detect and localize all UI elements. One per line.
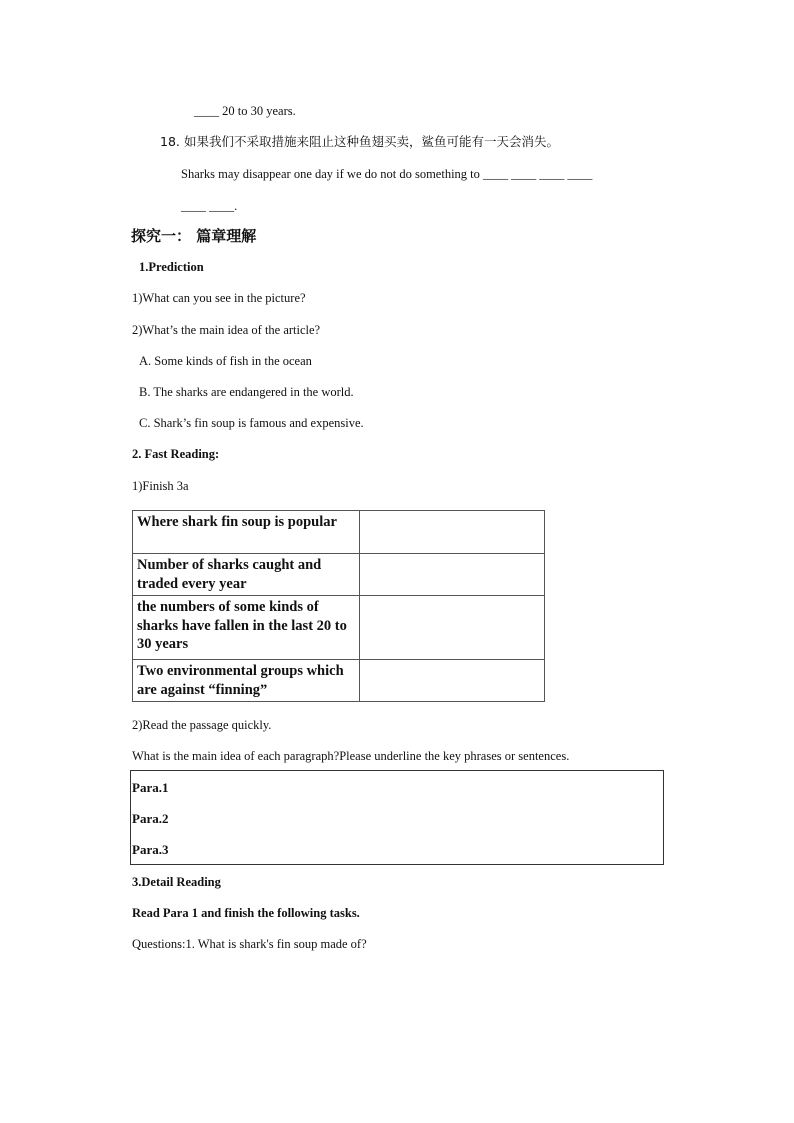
detail-reading-title: 3.Detail Reading (132, 875, 221, 889)
prediction-title: 1.Prediction (139, 260, 204, 274)
table-answer-cell[interactable] (360, 554, 545, 596)
table-row (133, 660, 545, 702)
paragraph-ideas-box (130, 770, 664, 865)
facts-table (132, 510, 545, 702)
table-answer-cell[interactable] (360, 511, 545, 554)
q18-english-line2: ____ ____. (181, 199, 238, 213)
q17-tail: ____ 20 to 30 years. (194, 104, 296, 118)
table-label-cell: Two environmental groups which are against “finning” (133, 660, 360, 702)
fast-reading-title: 2. Fast Reading: (132, 447, 220, 461)
prediction-question-1: 1)What can you see in the picture? (132, 291, 306, 305)
detail-question-1: Questions:1. What is shark's fin soup made of? (132, 937, 367, 951)
table-answer-cell[interactable] (360, 596, 545, 660)
table-row (133, 554, 545, 596)
section-title: 探究一： 篇章理解 (131, 227, 257, 245)
option-c: C. Shark’s fin soup is famous and expensive. (139, 416, 364, 430)
para-2-label: Para.2 (132, 811, 169, 826)
q18-number: 18. (160, 134, 180, 149)
fast-reading-instruction: What is the main idea of each paragraph?Please underline the key phrases or sentences. (132, 749, 570, 763)
q18-english-line1: Sharks may disappear one day if we do not do something to ____ ____ ____ ____ (181, 167, 593, 181)
detail-reading-subtitle: Read Para 1 and finish the following tasks. (132, 906, 360, 920)
table-label-cell: Number of sharks caught and traded every year (133, 554, 360, 596)
table-answer-cell[interactable] (360, 660, 545, 702)
prediction-question-2: 2)What’s the main idea of the article? (132, 323, 321, 337)
fast-reading-task-2: 2)Read the passage quickly. (132, 718, 272, 732)
para-1-label: Para.1 (132, 780, 169, 795)
table-row (133, 596, 545, 660)
para-3-label: Para.3 (132, 842, 169, 857)
table-label-cell: the numbers of some kinds of sharks have fallen in the last 20 to 30 years (133, 596, 360, 660)
fast-reading-task-1: 1)Finish 3a (132, 479, 189, 493)
table-row (133, 511, 545, 554)
option-a: A. Some kinds of fish in the ocean (139, 354, 312, 368)
table-label-cell: Where shark fin soup is popular (133, 511, 360, 554)
q18-chinese: 如果我们不采取措施来阻止这种鱼翅买卖，鲨鱼可能有一天会消失。 (184, 134, 560, 149)
option-b: B. The sharks are endangered in the world. (139, 385, 354, 399)
